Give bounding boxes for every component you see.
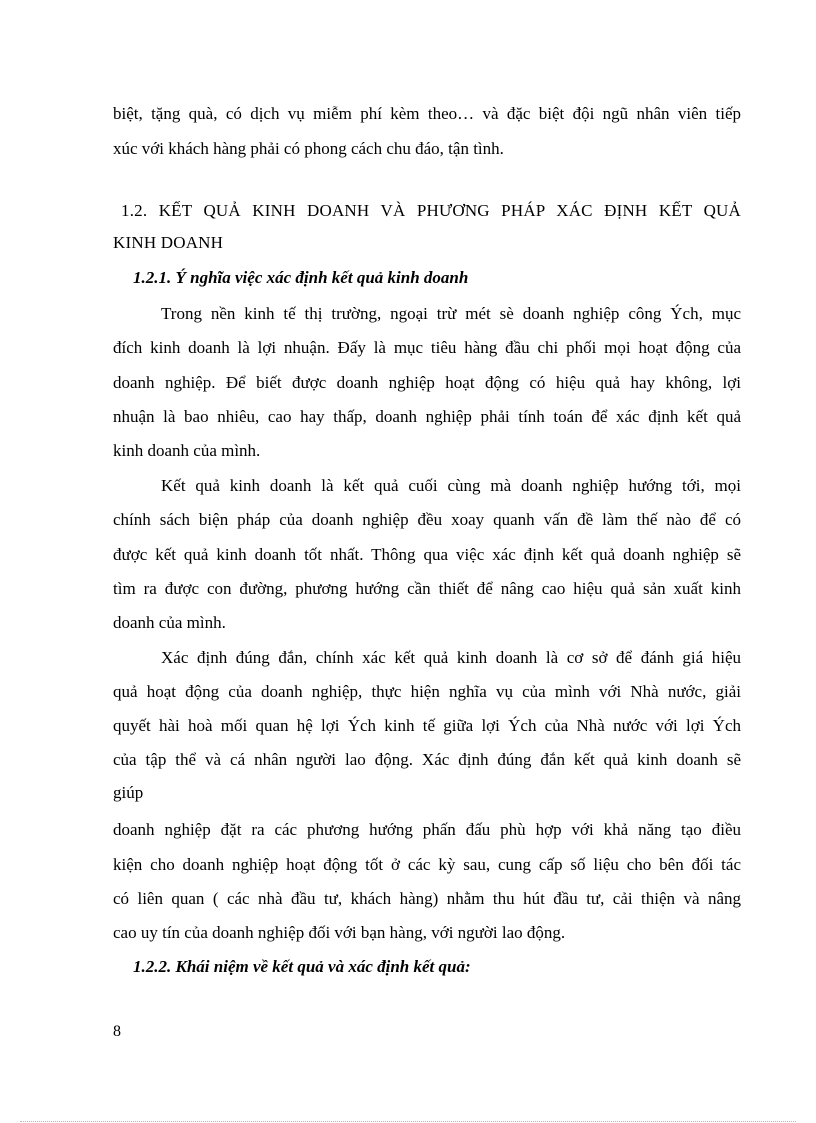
page-number: 8: [113, 1023, 121, 1040]
intro-line-1: biệt, tặng quà, có dịch vụ miễm phí kèm theo… và đặc biệt đội ngũ nhân viên tiếp: [113, 104, 741, 123]
paragraph-1-line-5: kinh doanh của mình.: [113, 441, 261, 460]
subsection-1-title: 1.2.1. Ý nghĩa việc xác định kết quả kinh doanh: [133, 268, 469, 287]
section-heading-line-2: KINH DOANH: [113, 233, 224, 252]
paragraph-2-line-1: Kết quả kinh doanh là kết quả cuối cùng mà doanh nghiệp hướng tới, mọi: [161, 476, 741, 495]
paragraph-3-line-3: quyết hài hoà mối quan hệ lợi Ých kinh tế giữa lợi Ých của Nhà nước với lợi Ých: [113, 716, 741, 735]
paragraph-1-line-1: Trong nền kinh tế thị trường, ngoại trừ mét sè doanh nghiệp công Ých, mục: [161, 304, 741, 323]
paragraph-3-line-5: giúp: [113, 783, 144, 802]
section-heading-line-1: 1.2. KẾT QUẢ KINH DOANH VÀ PHƯƠNG PHÁP XÁC ĐỊNH KẾT QUẢ: [121, 201, 741, 220]
paragraph-3-line-8: có liên quan ( các nhà đầu tư, khách hàng) nhằm thu hút đầu tư, cải thiện và nâng: [113, 889, 741, 908]
footer-divider: [20, 1121, 796, 1122]
paragraph-2-line-5: doanh của mình.: [113, 613, 226, 632]
paragraph-3-line-6: doanh nghiệp đặt ra các phương hướng phấn đấu phù hợp với khả năng tạo điều: [113, 820, 741, 839]
paragraph-3-line-1: Xác định đúng đắn, chính xác kết quả kinh doanh là cơ sở để đánh giá hiệu: [161, 648, 741, 667]
intro-line-2: xúc với khách hàng phải có phong cách chu đáo, tận tình.: [113, 139, 504, 158]
paragraph-1-line-4: nhuận là bao nhiêu, cao hay thấp, doanh nghiệp phải tính toán để xác định kết quả: [113, 407, 741, 426]
paragraph-1-line-2: đích kinh doanh là lợi nhuận. Đấy là mục tiêu hàng đầu chi phối mọi hoạt động của: [113, 338, 741, 357]
paragraph-3-line-7: kiện cho doanh nghiệp hoạt động tốt ở các kỳ sau, cung cấp số liệu cho bên đối tác: [113, 855, 741, 874]
paragraph-2-line-2: chính sách biện pháp của doanh nghiệp đều xoay quanh vấn đề làm thế nào để có: [113, 510, 741, 529]
subsection-2-title: 1.2.2. Khái niệm về kết quả và xác định kết quả:: [133, 957, 471, 976]
paragraph-3-line-4: của tập thể và cá nhân người lao động. Xác định đúng đắn kết quả kinh doanh sẽ: [113, 750, 741, 769]
paragraph-3-line-2: quả hoạt động của doanh nghiệp, thực hiện nghĩa vụ của mình với Nhà nước, giải: [113, 682, 741, 701]
paragraph-2-line-3: được kết quả kinh doanh tốt nhất. Thông qua việc xác định kết quả doanh nghiệp sẽ: [113, 545, 741, 564]
paragraph-3-line-9: cao uy tín của doanh nghiệp đối với bạn hàng, với người lao động.: [113, 923, 566, 942]
paragraph-2-line-4: tìm ra được con đường, phương hướng cần thiết để nâng cao hiệu quả sản xuất kinh: [113, 579, 741, 598]
paragraph-1-line-3: doanh nghiệp. Để biết được doanh nghiệp hoạt động có hiệu quả hay không, lợi: [113, 373, 741, 392]
